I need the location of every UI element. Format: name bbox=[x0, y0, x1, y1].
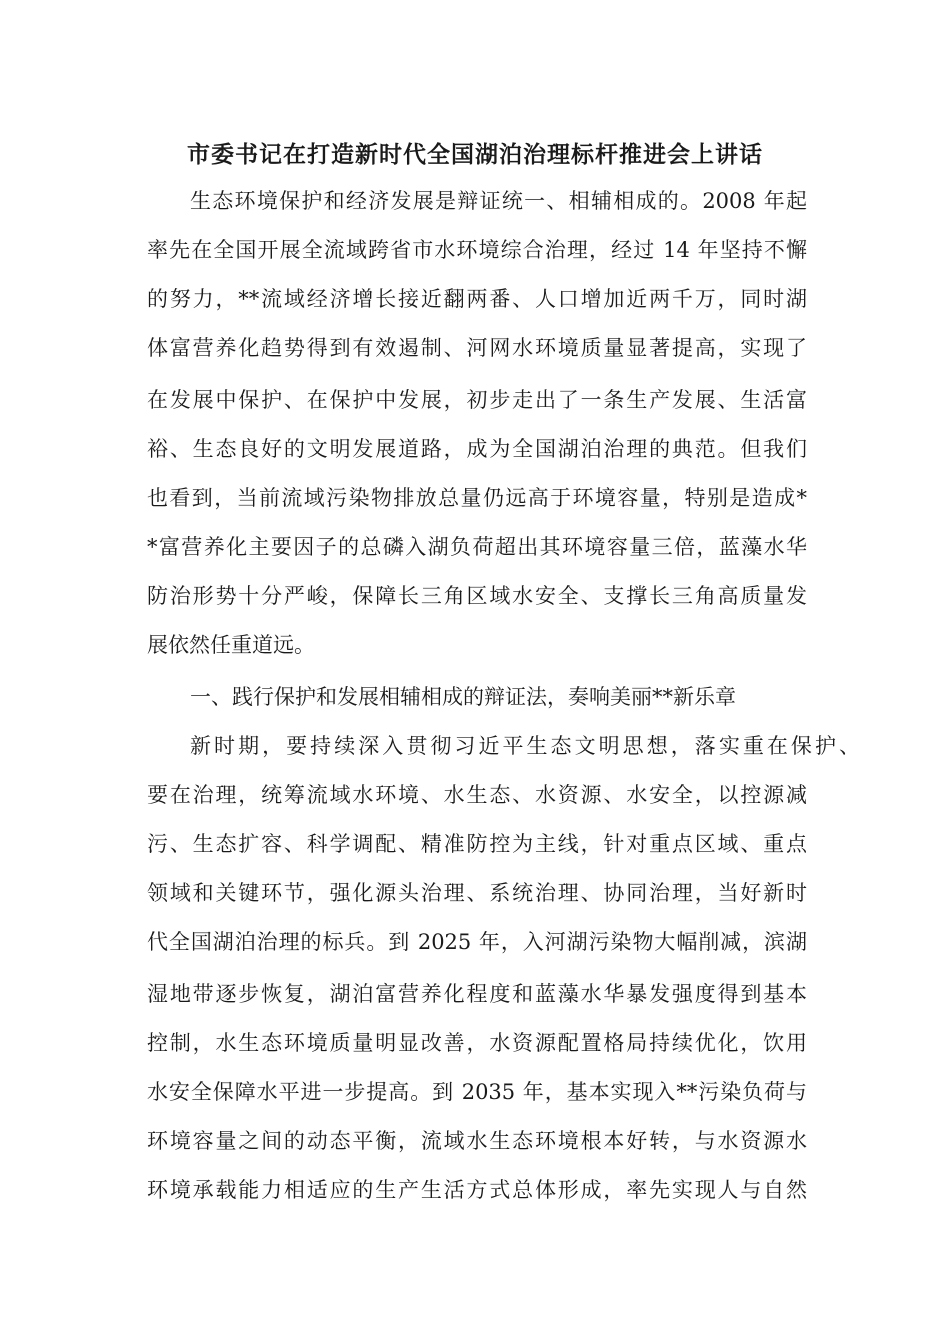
paragraph-1-line-4: 体富营养化趋势得到有效遏制、河网水环境质量显著提高，实现了 bbox=[147, 336, 807, 360]
document-title: 市委书记在打造新时代全国湖泊治理标杆推进会上讲话 bbox=[187, 141, 763, 168]
section-heading-1: 一、践行保护和发展相辅相成的辩证法，奏响美丽**新乐章 bbox=[190, 685, 736, 709]
paragraph-1-line-7: 也看到，当前流域污染物排放总量仍远高于环境容量，特别是造成* bbox=[147, 486, 807, 510]
paragraph-2-line-2: 要在治理，统筹流域水环境、水生态、水资源、水安全，以控源减 bbox=[147, 783, 807, 807]
paragraph-1-line-3: 的努力，**流域经济增长接近翻两番、人口增加近两千万，同时湖 bbox=[147, 287, 807, 311]
paragraph-2-line-10: 环境承载能力相适应的生产生活方式总体形成，率先实现人与自然 bbox=[147, 1178, 807, 1202]
paragraph-1-line-6: 裕、生态良好的文明发展道路，成为全国湖泊治理的典范。但我们 bbox=[147, 437, 807, 461]
paragraph-1-line-2: 率先在全国开展全流域跨省市水环境综合治理，经过 14 年坚持不懈 bbox=[147, 238, 807, 262]
paragraph-2-line-8: 水安全保障水平进一步提高。到 2035 年，基本实现入**污染负荷与 bbox=[147, 1080, 807, 1104]
paragraph-1-line-1: 生态环境保护和经济发展是辩证统一、相辅相成的。2008 年起 bbox=[190, 189, 807, 213]
paragraph-1-line-8: *富营养化主要因子的总磷入湖负荷超出其环境容量三倍，蓝藻水华 bbox=[147, 535, 807, 559]
paragraph-2-line-3: 污、生态扩容、科学调配、精准防控为主线，针对重点区域、重点 bbox=[147, 832, 807, 856]
paragraph-1-line-10: 展依然任重道远。 bbox=[147, 633, 315, 657]
paragraph-2-line-5: 代全国湖泊治理的标兵。到 2025 年，入河湖污染物大幅削减，滨湖 bbox=[147, 930, 807, 954]
paragraph-2-line-4: 领域和关键环节，强化源头治理、系统治理、协同治理，当好新时 bbox=[147, 881, 807, 905]
paragraph-2-line-1: 新时期，要持续深入贯彻习近平生态文明思想，落实重在保护、 bbox=[190, 734, 860, 758]
paragraph-2-line-7: 控制，水生态环境质量明显改善，水资源配置格局持续优化，饮用 bbox=[147, 1031, 807, 1055]
paragraph-2-line-9: 环境容量之间的动态平衡，流域水生态环境根本好转，与水资源水 bbox=[147, 1129, 807, 1153]
paragraph-2-line-6: 湿地带逐步恢复，湖泊富营养化程度和蓝藻水华暴发强度得到基本 bbox=[147, 982, 807, 1006]
paragraph-1-line-5: 在发展中保护、在保护中发展，初步走出了一条生产发展、生活富 bbox=[147, 388, 807, 412]
paragraph-1-line-9: 防治形势十分严峻，保障长三角区域水安全、支撑长三角高质量发 bbox=[147, 584, 807, 608]
